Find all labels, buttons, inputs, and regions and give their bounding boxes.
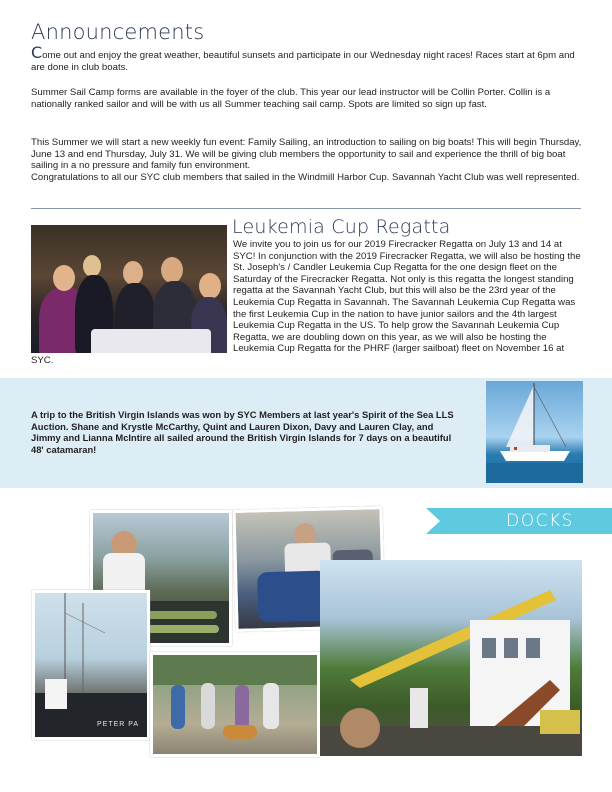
- dock-photo-crane-boathouse: [320, 560, 582, 756]
- docks-label: DOCKS: [506, 511, 574, 531]
- leukemia-cup-title: Leukemia Cup Regatta: [232, 216, 451, 238]
- boat-name-text: PETER PA: [97, 721, 140, 728]
- announcements-paragraph-races: [31, 43, 583, 73]
- gala-dinner-photo: [31, 225, 227, 353]
- section-divider: [31, 208, 581, 209]
- announcements-paragraph-family-sailing: [31, 137, 583, 183]
- dock-photo-sport-fishing-boat: [32, 590, 150, 740]
- drop-cap: C: [31, 43, 43, 62]
- leukemia-cup-text: We invite you to join us for our 2019 Firecracker Regatta on July 13 and 14 at SYC! In conjunction with the 2019 Firecracker Regatta, we will also be hosting the St. Joseph's / Candler Leukemia Cup Regatta for the one design fleet on the Saturday of the Firecracker Regatta. Not only is this regatta the longest standing regatta at the Savannah Yacht Club, but this will also be the 23rd year of the Leukemia Cup Regatta in Savannah. The Savannah Leukemia Cup Regatta was the first Leukemia Cup in the nation to have junior sailors and the 4th largest Leukemia Cup Regatta in the US. To help grow the Savannah Leukemia Cup Regatta, we are doubling down on this year, as we will also be hosting the Leukemia Cup Regatta for the PHRF (larger sailboat) fleet on November 16 at SYC.: [31, 239, 581, 366]
- announcements-title: Announcements: [31, 20, 205, 44]
- leukemia-cup-section: [31, 239, 586, 367]
- announcements-paragraph-sail-camp: Summer Sail Camp forms are available in the foyer of the club. This year our lead instructor will be Collin Porter. Collin is a nationally ranked sailor and will be with us all Summer teaching sail camp. Spots are limited so sign up fast.: [31, 87, 551, 110]
- catamaran-photo: [486, 381, 583, 483]
- dock-photo-group-with-dog: [150, 652, 320, 757]
- races-text: ome out and enjoy the great weather, beautiful sunsets and participate in our Wednesday night races! Races start at 6pm and are done in club boats.: [31, 50, 575, 73]
- bvi-announcement-text: A trip to the British Virgin Islands was won by SYC Members at last year's Spirit of the Sea LLS Auction. Shane and Krystle McCarthy, Quint and Lauren Dixon, Davy and Lauren Clay, and Jimmy and Lianna McIntire all sailed around the British Virgin Islands for 7 days on a beautiful 48' catamaran!: [31, 409, 454, 455]
- family-sailing-text: This Summer we will start a new weekly fun event: Family Sailing, an introduction to sailing on big boats! This will begin Thursday, June 13 and end Thursday, July 31. We will be giving club members the opportunity to sail and experience the thrill of big boat sailing in a no pressure and family fun environment.: [31, 137, 582, 172]
- windmill-harbor-text: Congratulations to all our SYC club members that sailed in the Windmill Harbor Cup. Savannah Yacht Club was well represented.: [31, 171, 580, 183]
